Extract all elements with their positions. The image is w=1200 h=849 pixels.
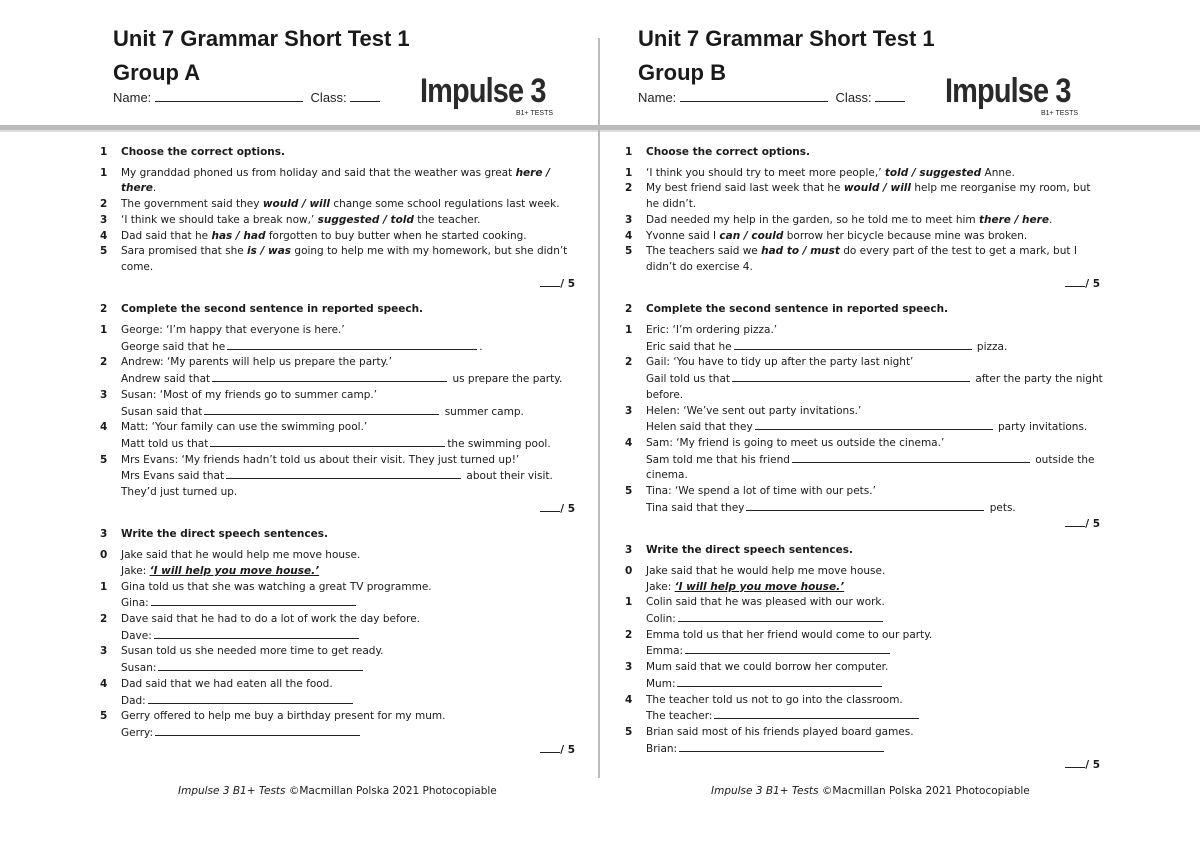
score-box [625, 516, 1100, 533]
question-text: going to help me with my homework, but she didn’t come. [121, 245, 568, 273]
question-prompt: Mrs Evans: ‘My friends hadn’t told us about their visit. They just turned up!’ [121, 453, 520, 466]
sentence-end: after the party the night before. [646, 373, 1103, 401]
sentence-start: Matt told us that [121, 437, 209, 450]
class-field[interactable] [350, 90, 380, 102]
question-prompt: Sam: ‘My friend is going to meet us outside the cinema.’ [646, 436, 945, 449]
class-label: Class: [835, 90, 872, 105]
question-item [100, 612, 580, 644]
question-prompt: Helen: ‘We’ve sent out party invitations.’ [646, 404, 862, 417]
score-total: / 5 [1085, 518, 1100, 531]
impulse-logo: Impulse 3 [420, 72, 546, 110]
question-item [100, 644, 580, 676]
score-box [625, 276, 1100, 293]
question-prompt: Andrew: ‘My parents will help us prepare the party.’ [121, 356, 392, 369]
score-total: / 5 [560, 277, 575, 290]
speaker-label: Jake: [121, 564, 150, 577]
answer-field[interactable] [746, 500, 984, 511]
question-number: 4 [625, 436, 633, 449]
question-item [625, 484, 1105, 516]
question-number: 4 [100, 229, 108, 242]
group-label: Group B [638, 60, 726, 85]
question-prompt: Tina: ‘We spend a lot of time with our pets.’ [646, 485, 876, 498]
answer-options[interactable]: would / will [262, 198, 330, 211]
exercises [625, 145, 1105, 774]
question-item [625, 595, 1105, 627]
question-item [100, 453, 580, 501]
score-total: / 5 [560, 743, 575, 756]
answer-field[interactable] [679, 741, 884, 752]
exercise-instruction: Complete the second sentence in reported speech. [646, 303, 949, 316]
question-item [100, 677, 580, 709]
speaker-label: Brian: [646, 742, 678, 755]
answer-options[interactable]: there / here [979, 213, 1049, 226]
question-text: My best friend said last week that he [646, 182, 844, 195]
question-number: 1 [100, 166, 108, 179]
question-number: 3 [625, 661, 633, 674]
logo-subtitle: B1+ TESTS [1041, 110, 1079, 117]
answer-field[interactable] [212, 371, 447, 382]
answer-options[interactable]: here / there [121, 166, 550, 195]
spacer [100, 517, 580, 527]
reported-sentence: The teacher told us not to go into the classroom. [646, 693, 903, 706]
speaker-label: Gina: [121, 597, 149, 610]
reported-sentence: Dad said that we had eaten all the food. [121, 677, 333, 690]
question-text: borrow her bicycle because mine was broken. [783, 229, 1028, 242]
score-blank[interactable] [1065, 516, 1085, 527]
score-total: / 5 [560, 502, 575, 515]
question-prompt: Susan: ‘Most of my friends go to summer camp.’ [121, 388, 378, 401]
question-number: 1 [100, 324, 108, 337]
speaker-label: Mum: [646, 677, 676, 690]
reported-sentence: Gerry offered to help me buy a birthday present for my mum. [121, 710, 446, 723]
answer-field[interactable] [732, 371, 970, 382]
test-title: Unit 7 Grammar Short Test 1 [638, 26, 935, 51]
exercise-instruction: Choose the correct options. [121, 146, 285, 158]
question-text: ‘I think you should try to meet more people,’ [646, 166, 885, 179]
answer-field[interactable] [678, 611, 883, 622]
question-item [100, 420, 580, 452]
sentence-end: pets. [986, 501, 1016, 514]
question-item [625, 693, 1105, 725]
question-item [625, 323, 1105, 355]
question-text: do every part of the test to get a mark, but I didn’t do exercise 4. [646, 245, 1077, 273]
spacer [625, 533, 1105, 543]
reported-sentence: Brian said most of his friends played board games. [646, 725, 914, 738]
question-text: Yvonne said I [646, 229, 720, 242]
question-text: the teacher. [413, 213, 481, 226]
question-number: 3 [625, 213, 633, 226]
answer-field[interactable] [148, 693, 353, 704]
question-number: 5 [625, 245, 633, 258]
question-item [625, 404, 1105, 436]
question-text: . [152, 182, 157, 195]
question-number: 2 [625, 356, 633, 369]
exercise-heading [625, 145, 1105, 161]
reported-sentence: Gina told us that she was watching a great TV programme. [121, 580, 432, 593]
footer-title: Impulse 3 B1+ Tests [178, 785, 286, 797]
question-number: 1 [100, 580, 108, 593]
answer-field[interactable] [226, 468, 461, 479]
question-text: ‘I think we should take a break now,’ [121, 213, 318, 226]
score-blank[interactable] [1065, 757, 1085, 768]
sentence-end: . [479, 340, 483, 353]
question-number: 3 [100, 213, 108, 226]
question-item [625, 244, 1105, 275]
sentence-end: pizza. [973, 340, 1008, 353]
sentence-start: Susan said that [121, 405, 203, 418]
speaker-label: Gerry: [121, 726, 154, 739]
sentence-start: Sam told me that his friend [646, 453, 790, 466]
exercise-heading [625, 302, 1105, 318]
question-number: 0 [100, 549, 108, 562]
sentence-end: outside the cinema. [646, 453, 1095, 482]
sentence-start: Gail told us that [646, 373, 730, 386]
question-text: help me reorganise my room, but he didn’t. [646, 182, 1091, 211]
sentence-start: Mrs Evans said that [121, 470, 225, 483]
score-box [100, 276, 575, 293]
question-number: 5 [625, 485, 633, 498]
reported-sentence: Colin said that he was pleased with our work. [646, 596, 885, 609]
answer-options[interactable]: suggested / told [317, 213, 414, 226]
score-box [100, 501, 575, 518]
speaker-label: Dad: [121, 694, 146, 707]
score-box [100, 742, 575, 759]
answer-field[interactable] [210, 436, 445, 447]
answer-options[interactable]: is / was [247, 245, 292, 258]
name-field[interactable] [680, 90, 828, 102]
example-item [100, 548, 580, 579]
question-text: The teachers said we [646, 245, 762, 258]
reported-sentence: Dave said that he had to do a lot of work the day before. [121, 612, 420, 625]
question-item [625, 660, 1105, 692]
test-title: Unit 7 Grammar Short Test 1 [113, 26, 410, 51]
sentence-end: the swimming pool. [447, 437, 551, 450]
score-blank[interactable] [1065, 276, 1085, 287]
answer-field[interactable] [227, 339, 477, 350]
question-text: Dad needed my help in the garden, so he told me to meet him [646, 213, 979, 226]
question-item [625, 355, 1105, 403]
sentence-start: Helen said that they [646, 421, 753, 434]
answer-field[interactable] [685, 643, 890, 654]
question-item [625, 436, 1105, 484]
example-answer: ‘I will help you move house.’ [149, 564, 320, 577]
question-item [100, 709, 580, 741]
exercises [100, 145, 580, 758]
question-number: 4 [100, 677, 108, 690]
speaker-label: The teacher: [646, 710, 713, 723]
question-text: change some school regulations last week. [329, 198, 560, 211]
reported-sentence: Jake said that he would help me move house. [121, 549, 361, 562]
question-item [625, 725, 1105, 757]
answer-options[interactable]: had to / must [761, 245, 840, 258]
exercise-heading [100, 302, 580, 318]
question-item [625, 229, 1105, 245]
exercise-heading [100, 145, 580, 161]
answer-field[interactable] [155, 725, 360, 736]
footer-copyright: ©Macmillan Polska 2021 Photocopiable [285, 785, 497, 797]
sentence-end: summer camp. [441, 405, 524, 418]
footer [711, 785, 1030, 797]
question-text: forgotten to buy butter when he started cooking. [265, 229, 527, 242]
question-number: 3 [625, 404, 633, 417]
answer-field[interactable] [714, 708, 919, 719]
exercise-heading [625, 543, 1105, 559]
question-item [100, 244, 580, 275]
answer-options[interactable]: told / suggested [884, 166, 982, 179]
exercise-instruction: Choose the correct options. [646, 146, 810, 158]
speaker-label: Colin: [646, 612, 676, 625]
question-number: 2 [625, 182, 633, 195]
sentence-start: Eric said that he [646, 340, 732, 353]
sentence-continuation: They’d just turned up. [121, 486, 238, 499]
question-number: 5 [625, 725, 633, 738]
answer-field[interactable] [204, 404, 439, 415]
question-prompt: Gail: ‘You have to tidy up after the party last night’ [646, 356, 914, 369]
question-number: 1 [625, 324, 633, 337]
answer-field[interactable] [755, 419, 993, 430]
question-number: 2 [100, 612, 108, 625]
example-answer: ‘I will help you move house.’ [674, 580, 845, 593]
answer-field[interactable] [792, 452, 1030, 463]
exercise-instruction: Complete the second sentence in reported speech. [121, 303, 424, 316]
answer-field[interactable] [734, 339, 972, 350]
question-number: 2 [625, 628, 633, 641]
footer-copyright: ©Macmillan Polska 2021 Photocopiable [818, 785, 1030, 797]
class-label: Class: [310, 90, 347, 105]
question-number: 3 [100, 645, 108, 658]
question-text: My granddad phoned us from holiday and said that the weather was great [121, 166, 516, 179]
question-text: The government said they [121, 198, 263, 211]
speaker-label: Emma: [646, 645, 684, 658]
impulse-logo: Impulse 3 [945, 72, 1071, 110]
sentence-end: party invitations. [994, 421, 1088, 434]
exercise-number: 3 [100, 528, 108, 541]
spacer [625, 292, 1105, 302]
name-label: Name: [113, 90, 152, 105]
answer-options[interactable]: can / could [719, 229, 784, 242]
name-field[interactable] [155, 90, 303, 102]
question-number: 5 [100, 245, 108, 258]
question-prompt: Eric: ‘I’m ordering pizza.’ [646, 324, 778, 337]
sentence-start: Andrew said that [121, 373, 211, 386]
exercise-instruction: Write the direct speech sentences. [121, 528, 328, 541]
exercise-number: 3 [625, 544, 633, 557]
score-total: / 5 [1085, 759, 1100, 772]
question-text: Sara promised that she [121, 245, 248, 258]
exercise-number: 1 [100, 146, 108, 158]
question-text: Anne. [981, 166, 1015, 179]
name-label: Name: [638, 90, 677, 105]
name-class-line [113, 90, 380, 105]
question-number: 1 [625, 596, 633, 609]
answer-options[interactable]: has / had [211, 229, 266, 242]
question-item [100, 580, 580, 612]
spacer [100, 292, 580, 302]
question-item [100, 355, 580, 387]
question-number: 4 [100, 421, 108, 434]
question-prompt: George: ‘I’m happy that everyone is here.’ [121, 324, 345, 337]
name-class-line [638, 90, 905, 105]
reported-sentence: Jake said that he would help me move house. [646, 564, 886, 577]
exercise-instruction: Write the direct speech sentences. [646, 544, 853, 557]
group-label: Group A [113, 60, 201, 85]
answer-field[interactable] [677, 676, 882, 687]
score-total: / 5 [1085, 277, 1100, 290]
speaker-label: Dave: [121, 629, 152, 642]
question-item [625, 181, 1105, 212]
sentence-start: Tina said that they [646, 501, 745, 514]
answer-field[interactable] [158, 660, 363, 671]
question-number: 5 [100, 710, 108, 723]
answer-field[interactable] [154, 628, 359, 639]
footer-title: Impulse 3 B1+ Tests [711, 785, 819, 797]
question-number: 4 [625, 693, 633, 706]
exercise-number: 1 [625, 146, 633, 158]
question-item [100, 166, 580, 197]
sentence-end: us prepare the party. [449, 373, 563, 386]
reported-sentence: Emma told us that her friend would come to our party. [646, 628, 933, 641]
question-item [625, 628, 1105, 660]
question-number: 2 [100, 198, 108, 211]
question-number: 0 [625, 564, 633, 577]
exercise-heading [100, 527, 580, 543]
question-item [100, 229, 580, 245]
logo-subtitle: B1+ TESTS [516, 110, 554, 117]
question-number: 3 [100, 388, 108, 401]
question-item [100, 388, 580, 420]
reported-sentence: Mum said that we could borrow her computer. [646, 661, 889, 674]
question-number: 4 [625, 229, 633, 242]
reported-sentence: Susan told us she needed more time to get ready. [121, 645, 384, 658]
question-item [625, 166, 1105, 182]
question-text: . [1048, 213, 1053, 226]
speaker-label: Susan: [121, 662, 157, 675]
answer-options[interactable]: would / will [843, 182, 912, 195]
question-item [100, 197, 580, 213]
question-item [625, 213, 1105, 229]
example-item [625, 564, 1105, 595]
exercise-number: 2 [100, 303, 108, 316]
test-page-group-b [525, 0, 1125, 849]
footer [178, 785, 497, 797]
answer-field[interactable] [151, 595, 356, 606]
exercise-number: 2 [625, 303, 633, 316]
speaker-label: Jake: [646, 580, 675, 593]
question-number: 5 [100, 453, 108, 466]
class-field[interactable] [875, 90, 905, 102]
question-item [100, 213, 580, 229]
question-text: Dad said that he [121, 229, 212, 242]
question-item [100, 323, 580, 355]
sentence-end: about their visit. [463, 470, 553, 483]
question-number: 1 [625, 166, 633, 179]
score-box [625, 757, 1100, 774]
question-prompt: Matt: ‘Your family can use the swimming pool.’ [121, 421, 368, 434]
question-number: 2 [100, 356, 108, 369]
sentence-start: George said that he [121, 340, 226, 353]
